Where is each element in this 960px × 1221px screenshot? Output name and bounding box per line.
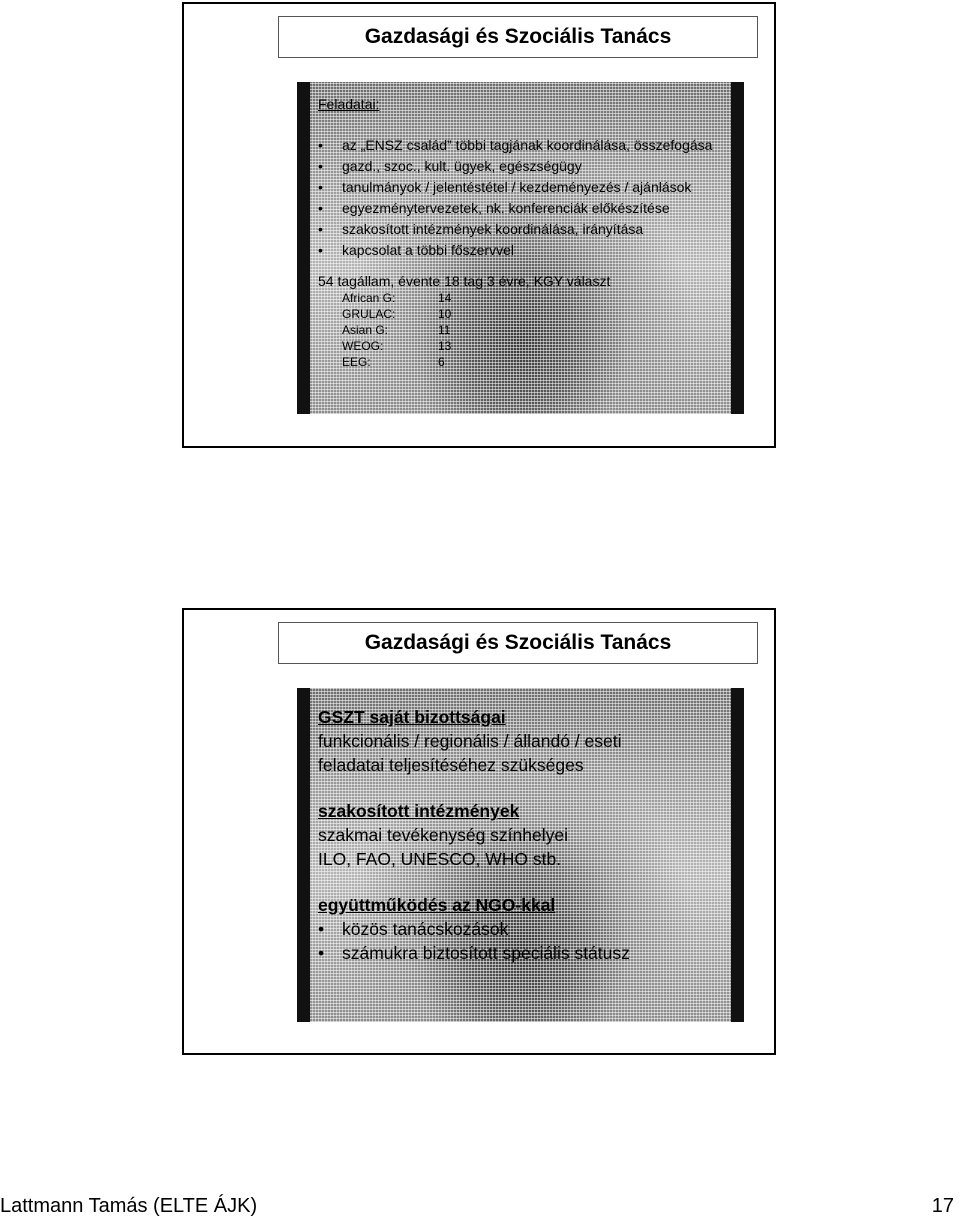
group-label: EEG: xyxy=(342,355,371,369)
group-value: 6 xyxy=(438,355,445,369)
section-heading: szakosított intézmények xyxy=(318,801,520,821)
slide-1-title: Gazdasági és Szociális Tanács xyxy=(278,16,758,58)
footer-author: Lattmann Tamás (ELTE ÁJK) xyxy=(0,1195,258,1217)
list-item: • gazd., szoc., kult. ügyek, egészségügy xyxy=(318,158,754,175)
list-item: • szakosított intézmények koordinálása, irányítása xyxy=(318,221,754,238)
slide-2-content xyxy=(318,705,754,965)
regional-groups xyxy=(318,290,754,370)
group-value: 14 xyxy=(438,291,452,305)
section-line: szakmai tevékenység színhelyei xyxy=(318,825,568,845)
page-footer xyxy=(0,1191,960,1221)
group-row xyxy=(318,338,754,354)
group-row xyxy=(318,290,754,306)
section-line: funkcionális / regionális / állandó / eseti xyxy=(318,731,622,751)
group-row xyxy=(318,322,754,338)
list-item: • tanulmányok / jelentéstétel / kezdeményezés / ajánlások xyxy=(318,179,754,196)
section-line: feladatai teljesítéséhez szükséges xyxy=(318,755,584,775)
group-label: WEOG: xyxy=(342,339,384,353)
group-label: Asian G: xyxy=(342,323,389,337)
section-bullet-list xyxy=(318,917,754,965)
group-label: GRULAC: xyxy=(342,307,396,321)
group-value: 10 xyxy=(438,307,452,321)
slide-1 xyxy=(182,2,776,448)
list-item: • számukra biztosított speciális státusz xyxy=(318,941,754,965)
members-line: 54 tagállam, évente 18 tag 3 évre, KGY választ xyxy=(318,273,611,289)
slide-2-title: Gazdasági és Szociális Tanács xyxy=(278,622,758,664)
section-line: ILO, FAO, UNESCO, WHO stb. xyxy=(318,849,562,869)
list-item: • kapcsolat a többi főszervvel xyxy=(318,242,754,259)
group-row xyxy=(318,306,754,322)
slide-2 xyxy=(182,608,776,1055)
section-heading: együttműködés az NGO-kkal xyxy=(318,895,556,915)
slide-1-content xyxy=(318,96,754,370)
slide-1-heading: Feladatai: xyxy=(318,96,380,112)
group-label: African G: xyxy=(342,291,396,305)
list-item: • egyezménytervezetek, nk. konferenciák előkészítése xyxy=(318,200,754,217)
list-item: • közös tanácskozások xyxy=(318,917,754,941)
slide-1-bullet-list xyxy=(318,137,754,259)
section-heading: GSZT saját bizottságai xyxy=(318,707,506,727)
page-number: 17 xyxy=(931,1195,954,1217)
list-item: • az „ENSZ család” többi tagjának koordinálása, összefogása xyxy=(318,137,754,154)
group-row xyxy=(318,354,754,370)
group-value: 11 xyxy=(438,323,451,337)
group-value: 13 xyxy=(438,339,452,353)
